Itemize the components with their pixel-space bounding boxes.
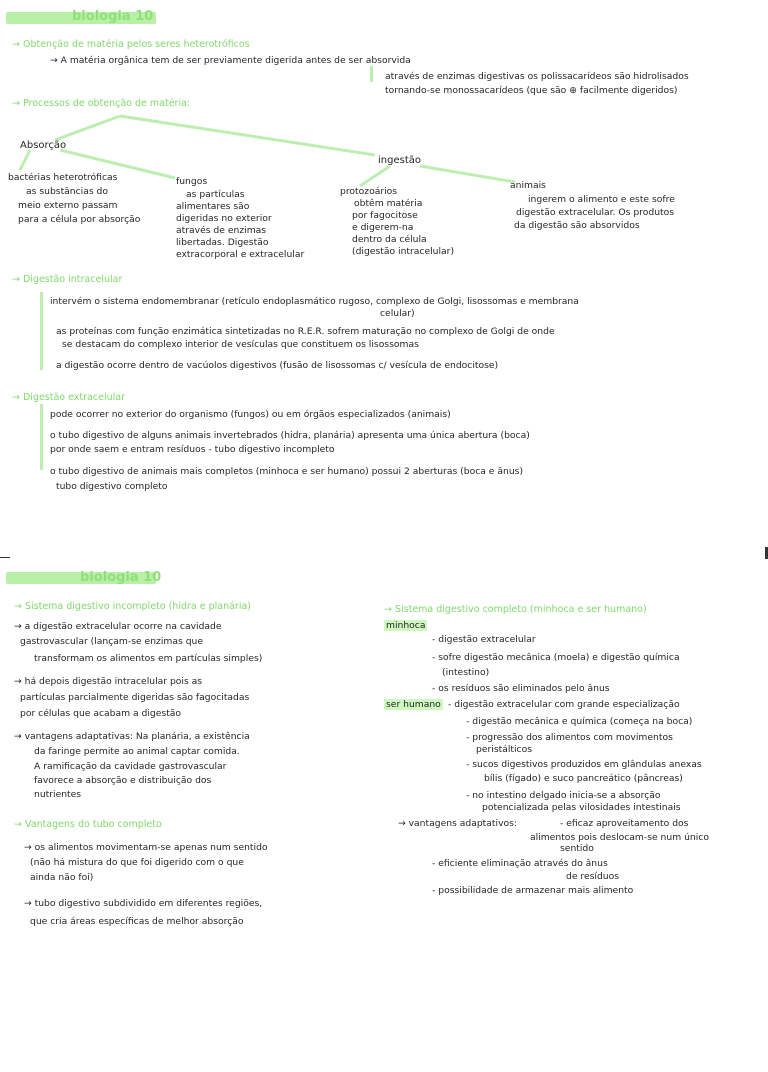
note-line: que cria áreas específicas de melhor absorção [30, 916, 244, 927]
note-line: (não há mistura do que foi digerido com o que [30, 857, 244, 868]
minhoca-label: minhoca [386, 620, 426, 631]
note-line: as proteínas com função enzimática sintetizadas no R.E.R. sofrem maturação no complexo de Golgi de onde [56, 326, 555, 337]
notes-page-1 [0, 0, 768, 512]
note-line: por onde saem e entram resíduos - tubo digestivo incompleto [50, 444, 335, 455]
note-line: favorece a absorção e distribuição dos [34, 775, 212, 786]
note-line: tornando-se monossacarídeos (que são ⊕ facilmente digeridos) [385, 85, 678, 96]
note-line: tubo digestivo completo [56, 481, 168, 492]
animais-1: animais [510, 180, 546, 191]
note-line: - os resíduos são eliminados pelo ânus [432, 683, 610, 694]
note-line: o tubo digestivo de alguns animais invertebrados (hidra, planária) apresenta uma única abertura (boca) [50, 430, 530, 441]
animais-3: digestão extracelular. Os produtos [516, 207, 675, 218]
note-line: - no intestino delgado inicia-se a absorção [466, 790, 661, 801]
note-line: gastrovascular (lançam-se enzimas que [20, 636, 203, 647]
bacterias-4: para a célula por absorção [18, 214, 141, 225]
page-divider-left [0, 557, 10, 558]
note-line: da faringe permite ao animal captar comida. [34, 746, 240, 757]
note-line: → A matéria orgânica tem de ser previamente digerida antes de ser absorvida [50, 55, 411, 66]
page-title: biologia 10 [80, 570, 162, 585]
note-line: bílis (fígado) e suco pancreático (pâncreas) [484, 773, 683, 784]
note-line: → tubo digestivo subdividido em diferentes regiões, [24, 898, 263, 909]
note-line: - digestão extracelular com grande especialização [448, 699, 680, 710]
protozoarios-3: por fagocitose [352, 210, 418, 221]
section-heading: → Processos de obtenção de matéria: [12, 98, 191, 109]
protozoarios-5: dentro da célula [352, 234, 427, 245]
note-line: por células que acabam a digestão [20, 708, 182, 719]
note-line: celular) [380, 308, 415, 319]
ser-humano-label: ser humano [386, 699, 441, 710]
note-line: se destacam do complexo interior de vesículas que constituem os lisossomas [62, 339, 419, 350]
protozoarios-2: obtêm matéria [354, 198, 423, 209]
fungos-7: extracorporal e extracelular [176, 249, 305, 260]
note-line: ainda não foi) [30, 872, 94, 883]
section-heading: → Sistema digestivo completo (minhoca e ser humano) [384, 604, 647, 615]
note-line: - possibilidade de armazenar mais alimento [432, 885, 634, 896]
note-line: → os alimentos movimentam-se apenas num sentido [24, 842, 268, 853]
notes-page-2 [0, 560, 768, 1072]
note-line: → vantagens adaptativas: Na planária, a existência [14, 731, 250, 742]
animais-2: ingerem o alimento e este sofre [528, 194, 675, 205]
note-line: → há depois digestão intracelular pois as [14, 676, 203, 687]
fungos-4: digeridas no exterior [176, 213, 272, 224]
note-line: intervém o sistema endomembranar (retículo endoplasmático rugoso, complexo de Golgi, lisossomas e membrana [50, 296, 579, 307]
section-heading: → Digestão extracelular [12, 392, 125, 403]
note-line: - progressão dos alimentos com movimentos [466, 732, 673, 743]
section-heading: → Sistema digestivo incompleto (hidra e planária) [14, 601, 252, 612]
animais-4: da digestão são absorvidos [514, 220, 640, 231]
note-line: - sucos digestivos produzidos em glândulas anexas [466, 759, 702, 770]
section-heading: → Obtenção de matéria pelos seres heterotróficos [12, 39, 250, 50]
fungos-2: as partículas [186, 189, 245, 200]
note-line: o tubo digestivo de animais mais completos (minhoca e ser humano) possui 2 aberturas (boca e ânus) [50, 466, 524, 477]
note-line: sentido [560, 843, 594, 854]
note-line: transformam os alimentos em partículas simples) [34, 653, 263, 664]
note-line: partículas parcialmente digeridas são fagocitadas [20, 692, 250, 703]
note-line: nutrientes [34, 789, 82, 800]
page-title: biologia 10 [72, 9, 154, 24]
bacterias-3: meio externo passam [18, 200, 118, 211]
note-line: - digestão mecânica e química (começa na boca) [466, 716, 693, 727]
protozoarios-4: e digerem-na [352, 222, 414, 233]
bacterias-2: as substâncias do [26, 186, 109, 197]
note-line: (intestino) [442, 667, 490, 678]
note-line: A ramificação da cavidade gastrovascular [34, 761, 227, 772]
note-line: - digestão extracelular [432, 634, 536, 645]
fungos-1: fungos [176, 176, 208, 187]
note-line: potencializada pelas vilosidades intestinais [482, 802, 681, 813]
protozoarios-1: protozoários [340, 186, 398, 197]
section-heading: → Digestão intracelular [12, 274, 123, 285]
note-line: - eficiente eliminação através do ânus [432, 858, 608, 869]
note-line: → a digestão extracelular ocorre na cavidade [14, 621, 222, 632]
bacterias-1: bactérias heterotróficas [8, 172, 118, 183]
note-line: - eficaz aproveitamento dos [560, 818, 689, 829]
note-line: peristálticos [476, 744, 532, 755]
node-ingestao: ingestão [378, 155, 421, 166]
note-line: de resíduos [566, 871, 620, 882]
note-line: a digestão ocorre dentro de vacúolos digestivos (fusão de lisossomas c/ vesícula de endocitose) [56, 360, 499, 371]
fungos-3: alimentares são [176, 201, 250, 212]
node-absorcao: Absorção [20, 140, 67, 151]
note-line: através de enzimas digestivas os polissacarídeos são hidrolisados [385, 71, 689, 82]
fungos-6: libertadas. Digestão [176, 237, 269, 248]
section-heading: → Vantagens do tubo completo [14, 819, 162, 830]
fungos-5: através de enzimas [176, 225, 267, 236]
vantagens-label: → vantagens adaptativos: [398, 818, 518, 829]
note-line: alimentos pois deslocam-se num único [530, 832, 709, 843]
note-line: - sofre digestão mecânica (moela) e digestão química [432, 652, 680, 663]
protozoarios-6: (digestão intracelular) [352, 246, 455, 257]
note-line: pode ocorrer no exterior do organismo (fungos) ou em órgãos especializados (animais) [50, 409, 451, 420]
